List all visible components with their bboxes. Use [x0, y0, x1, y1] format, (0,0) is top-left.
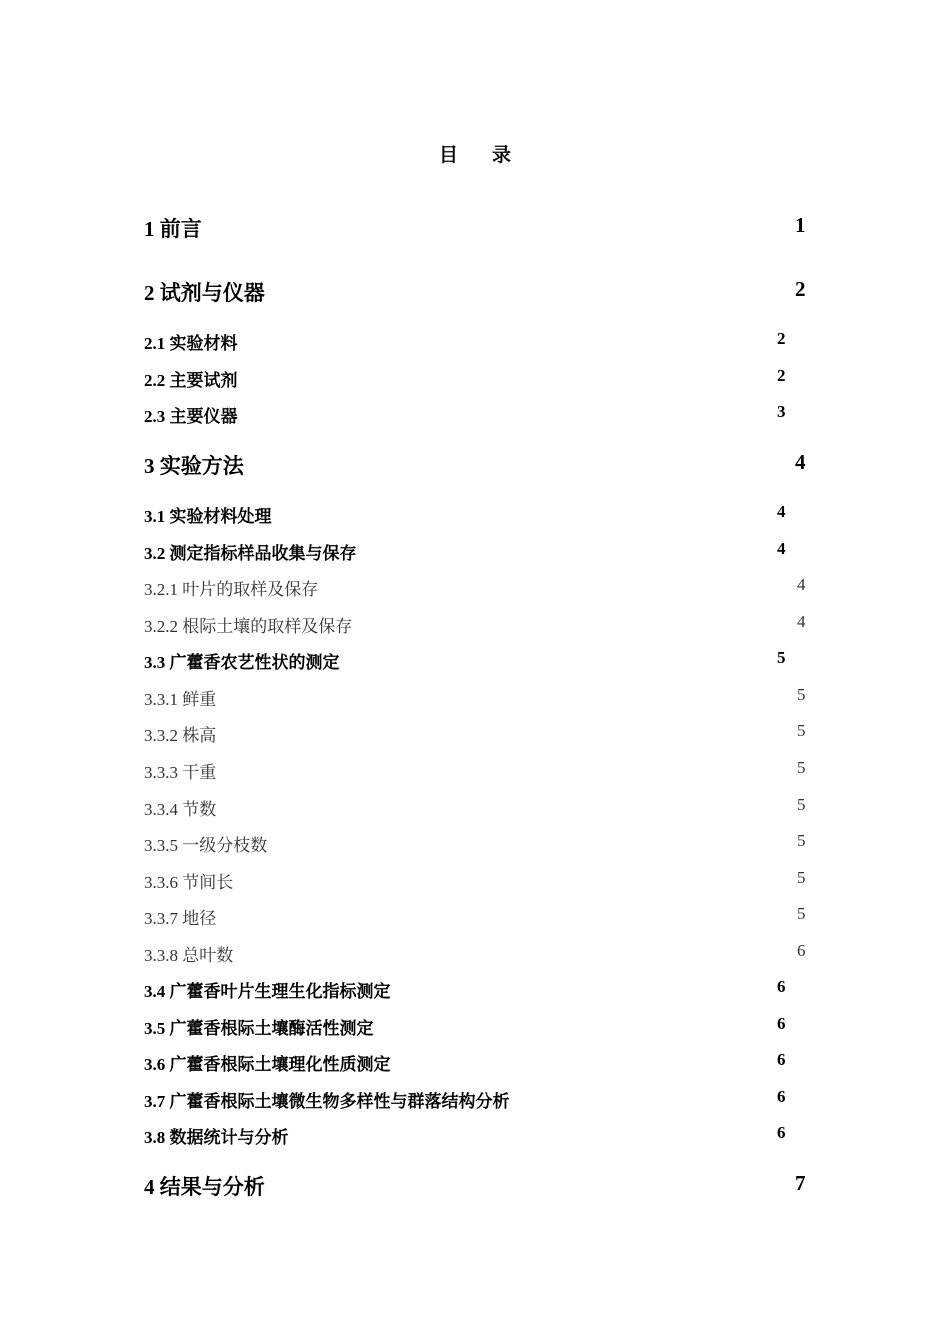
toc-entry[interactable] [144, 904, 806, 929]
toc-entry-label: 3.3.4 节数 [144, 800, 217, 819]
toc-entry-label: 3.5 广藿香根际土壤酶活性测定 [144, 1019, 374, 1038]
toc-entry-page: 5 [797, 831, 806, 850]
toc-entry-label: 1 前言 [144, 217, 202, 241]
toc-entry[interactable] [144, 213, 806, 243]
toc-entry-label: 3.3.8 总叶数 [144, 946, 234, 965]
toc-entry-page: 3 [777, 402, 786, 421]
toc-entry-page: 5 [797, 904, 806, 923]
toc-title [0, 140, 950, 167]
toc-entry[interactable] [144, 402, 786, 427]
toc-entry[interactable] [144, 831, 806, 856]
toc-entry-page: 4 [777, 502, 786, 521]
toc-title-right: 录 [492, 145, 512, 166]
toc-entry[interactable] [144, 502, 786, 527]
toc-entry-page: 1 [795, 213, 806, 237]
toc-entry[interactable] [144, 648, 786, 673]
toc-entry[interactable] [144, 1087, 786, 1112]
toc-entry[interactable] [144, 329, 786, 354]
toc-entry-label: 3.2 测定指标样品收集与保存 [144, 544, 357, 563]
toc-entry-label: 3.3.1 鲜重 [144, 690, 217, 709]
toc-entry[interactable] [144, 1171, 806, 1201]
toc-entry-page: 4 [797, 612, 806, 631]
toc-entry-label: 3.2.2 根际土壤的取样及保存 [144, 617, 353, 636]
toc-entry-label: 2.2 主要试剂 [144, 371, 238, 390]
toc-entry-page: 6 [777, 977, 786, 996]
toc-entry-label: 3.6 广藿香根际土壤理化性质测定 [144, 1055, 391, 1074]
toc-entry-label: 3.3.2 株高 [144, 726, 217, 745]
toc-entry-label: 3 实验方法 [144, 454, 244, 478]
toc-entry-label: 3.2.1 叶片的取样及保存 [144, 580, 319, 599]
toc-entry-page: 4 [797, 575, 806, 594]
toc-entry-page: 5 [797, 868, 806, 887]
toc-entry-label: 3.7 广藿香根际土壤微生物多样性与群落结构分析 [144, 1092, 510, 1111]
toc-entry-page: 6 [797, 941, 806, 960]
toc-entry-page: 6 [777, 1014, 786, 1033]
toc-entry-label: 3.3.5 一级分枝数 [144, 836, 268, 855]
toc-entry[interactable] [144, 1123, 786, 1148]
toc-entry[interactable] [144, 721, 806, 746]
toc-entry-page: 5 [777, 648, 786, 667]
toc-entry-page: 5 [797, 685, 806, 704]
toc-entry[interactable] [144, 1014, 786, 1039]
toc-entry-label: 2 试剂与仪器 [144, 281, 265, 305]
toc-entry[interactable] [144, 758, 806, 783]
toc-entry[interactable] [144, 612, 806, 637]
toc-entry-label: 3.3 广藿香农艺性状的测定 [144, 653, 340, 672]
toc-entry[interactable] [144, 977, 786, 1002]
toc-entry-label: 2.3 主要仪器 [144, 407, 238, 426]
toc-entry-page: 2 [777, 366, 786, 385]
toc-entry[interactable] [144, 941, 806, 966]
toc-entry-page: 7 [795, 1171, 806, 1195]
toc-entry-label: 3.3.6 节间长 [144, 873, 234, 892]
toc-entry[interactable] [144, 539, 786, 564]
toc-entry-label: 2.1 实验材料 [144, 334, 238, 353]
toc-entry[interactable] [144, 450, 806, 480]
toc-entry-page: 5 [797, 795, 806, 814]
toc-entry-page: 6 [777, 1087, 786, 1106]
toc-entry-page: 5 [797, 758, 806, 777]
toc-entry[interactable] [144, 277, 806, 307]
toc-entry-page: 4 [777, 539, 786, 558]
toc-entry-page: 4 [795, 450, 806, 474]
toc-entry-label: 3.3.3 干重 [144, 763, 217, 782]
toc-entry[interactable] [144, 1050, 786, 1075]
toc-entry-page: 6 [777, 1123, 786, 1142]
toc-entry-page: 2 [795, 277, 806, 301]
toc-entry-page: 5 [797, 721, 806, 740]
toc-entry-label: 3.8 数据统计与分析 [144, 1128, 289, 1147]
toc-entry[interactable] [144, 575, 806, 600]
toc-entry[interactable] [144, 868, 806, 893]
toc-entry[interactable] [144, 366, 786, 391]
toc-entry-page: 2 [777, 329, 786, 348]
toc-title-left: 目 [438, 145, 458, 166]
toc-entry[interactable] [144, 685, 806, 710]
toc-entry-label: 3.3.7 地径 [144, 909, 217, 928]
toc-entry-label: 4 结果与分析 [144, 1175, 265, 1199]
toc-entry[interactable] [144, 795, 806, 820]
toc-entry-page: 6 [777, 1050, 786, 1069]
toc-entry-label: 3.1 实验材料处理 [144, 507, 272, 526]
toc-entry-label: 3.4 广藿香叶片生理生化指标测定 [144, 982, 391, 1001]
